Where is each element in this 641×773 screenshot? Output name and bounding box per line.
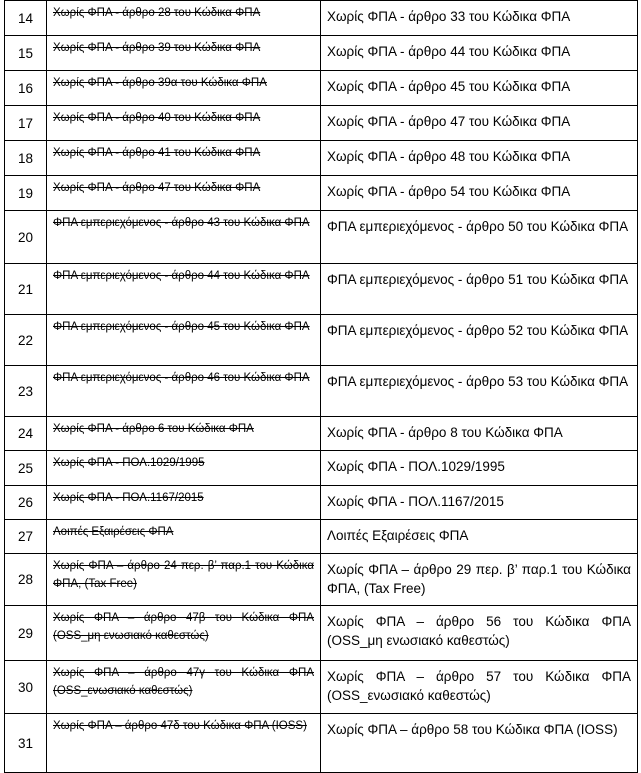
new-description: Χωρίς ΦΠΑ - άρθρο 47 του Κώδικα ΦΠΑ bbox=[321, 106, 638, 141]
old-description: Χωρίς ΦΠΑ - άρθρο 41 του Κώδικα ΦΠΑ bbox=[47, 141, 321, 176]
vat-exemption-table bbox=[4, 0, 638, 773]
row-number: 16 bbox=[5, 71, 47, 106]
new-description: Λοιπές Εξαιρέσεις ΦΠΑ bbox=[321, 520, 638, 554]
table-row bbox=[5, 554, 638, 606]
new-description: Χωρίς ΦΠΑ - ΠΟΛ.1167/2015 bbox=[321, 486, 638, 520]
table-row bbox=[5, 714, 638, 773]
table-row bbox=[5, 1, 638, 36]
new-description: Χωρίς ΦΠΑ - ΠΟΛ.1029/1995 bbox=[321, 451, 638, 486]
old-description: Χωρίς ΦΠΑ – άρθρο 47δ του Κώδικα ΦΠΑ (IOSS) bbox=[47, 714, 321, 773]
old-description: ΦΠΑ εμπεριεχόμενος - άρθρο 46 του Κώδικα ΦΠΑ bbox=[47, 366, 321, 417]
new-description: Χωρίς ΦΠΑ - άρθρο 8 του Κώδικα ΦΠΑ bbox=[321, 417, 638, 451]
old-description: Χωρίς ΦΠΑ - άρθρο 47 του Κώδικα ΦΠΑ bbox=[47, 176, 321, 211]
row-number: 31 bbox=[5, 714, 47, 773]
row-number: 21 bbox=[5, 264, 47, 315]
old-description: Χωρίς ΦΠΑ – άρθρο 24 περ. β’ παρ.1 του Κώδικα ΦΠΑ, (Tax Free) bbox=[47, 554, 321, 606]
table-row bbox=[5, 106, 638, 141]
table-row bbox=[5, 315, 638, 366]
row-number: 23 bbox=[5, 366, 47, 417]
old-description: Χωρίς ΦΠΑ - άρθρο 6 του Κώδικα ΦΠΑ bbox=[47, 417, 321, 451]
new-description: ΦΠΑ εμπεριεχόμενος - άρθρο 53 του Κώδικα ΦΠΑ bbox=[321, 366, 638, 417]
new-description: Χωρίς ΦΠΑ – άρθρο 56 του Κώδικα ΦΠΑ (OSS_μη ενωσιακό καθεστώς) bbox=[321, 606, 638, 661]
old-description: ΦΠΑ εμπεριεχόμενος - άρθρο 44 του Κώδικα ΦΠΑ bbox=[47, 264, 321, 315]
row-number: 25 bbox=[5, 451, 47, 486]
new-description: ΦΠΑ εμπεριεχόμενος - άρθρο 50 του Κώδικα ΦΠΑ bbox=[321, 211, 638, 264]
new-description: Χωρίς ΦΠΑ – άρθρο 57 του Κώδικα ΦΠΑ (OSS_ενωσιακό καθεστώς) bbox=[321, 661, 638, 714]
old-description: Χωρίς ΦΠΑ - ΠΟΛ.1029/1995 bbox=[47, 451, 321, 486]
old-description: ΦΠΑ εμπεριεχόμενος - άρθρο 43 του Κώδικα ΦΠΑ bbox=[47, 211, 321, 264]
old-description: Χωρίς ΦΠΑ - άρθρο 39 του Κώδικα ΦΠΑ bbox=[47, 36, 321, 71]
table-row bbox=[5, 36, 638, 71]
row-number: 27 bbox=[5, 520, 47, 554]
row-number: 22 bbox=[5, 315, 47, 366]
new-description: Χωρίς ΦΠΑ - άρθρο 54 του Κώδικα ΦΠΑ bbox=[321, 176, 638, 211]
old-description: Χωρίς ΦΠΑ - άρθρο 40 του Κώδικα ΦΠΑ bbox=[47, 106, 321, 141]
row-number: 29 bbox=[5, 606, 47, 661]
old-description: ΦΠΑ εμπεριεχόμενος - άρθρο 45 του Κώδικα ΦΠΑ bbox=[47, 315, 321, 366]
new-description: Χωρίς ΦΠΑ - άρθρο 45 του Κώδικα ΦΠΑ bbox=[321, 71, 638, 106]
table-row bbox=[5, 176, 638, 211]
table-row bbox=[5, 264, 638, 315]
table-row bbox=[5, 451, 638, 486]
table-row bbox=[5, 606, 638, 661]
row-number: 14 bbox=[5, 1, 47, 36]
row-number: 26 bbox=[5, 486, 47, 520]
row-number: 28 bbox=[5, 554, 47, 606]
row-number: 15 bbox=[5, 36, 47, 71]
table-row bbox=[5, 661, 638, 714]
table-row bbox=[5, 486, 638, 520]
old-description: Χωρίς ΦΠΑ - άρθρο 28 του Κώδικα ΦΠΑ bbox=[47, 1, 321, 36]
table-row bbox=[5, 141, 638, 176]
new-description: Χωρίς ΦΠΑ - άρθρο 44 του Κώδικα ΦΠΑ bbox=[321, 36, 638, 71]
new-description: Χωρίς ΦΠΑ – άρθρο 29 περ. β’ παρ.1 του Κώδικα ΦΠΑ, (Tax Free) bbox=[321, 554, 638, 606]
old-description: Χωρίς ΦΠΑ - άρθρο 39α του Κώδικα ΦΠΑ bbox=[47, 71, 321, 106]
table-row bbox=[5, 520, 638, 554]
old-description: Χωρίς ΦΠΑ – άρθρο 47γ του Κώδικα ΦΠΑ (OSS_ενωσιακό καθεστώς) bbox=[47, 661, 321, 714]
old-description: Χωρίς ΦΠΑ - ΠΟΛ.1167/2015 bbox=[47, 486, 321, 520]
row-number: 19 bbox=[5, 176, 47, 211]
new-description: ΦΠΑ εμπεριεχόμενος - άρθρο 51 του Κώδικα ΦΠΑ bbox=[321, 264, 638, 315]
table-row bbox=[5, 211, 638, 264]
new-description: Χωρίς ΦΠΑ - άρθρο 48 του Κώδικα ΦΠΑ bbox=[321, 141, 638, 176]
row-number: 18 bbox=[5, 141, 47, 176]
row-number: 24 bbox=[5, 417, 47, 451]
row-number: 20 bbox=[5, 211, 47, 264]
new-description: Χωρίς ΦΠΑ – άρθρο 58 του Κώδικα ΦΠΑ (IOSS) bbox=[321, 714, 638, 773]
old-description: Λοιπές Εξαιρέσεις ΦΠΑ bbox=[47, 520, 321, 554]
new-description: ΦΠΑ εμπεριεχόμενος - άρθρο 52 του Κώδικα ΦΠΑ bbox=[321, 315, 638, 366]
table-row bbox=[5, 366, 638, 417]
table-row bbox=[5, 71, 638, 106]
row-number: 30 bbox=[5, 661, 47, 714]
new-description: Χωρίς ΦΠΑ - άρθρο 33 του Κώδικα ΦΠΑ bbox=[321, 1, 638, 36]
table-row bbox=[5, 417, 638, 451]
row-number: 17 bbox=[5, 106, 47, 141]
old-description: Χωρίς ΦΠΑ – άρθρο 47β του Κώδικα ΦΠΑ (OSS_μη ενωσιακό καθεστώς) bbox=[47, 606, 321, 661]
